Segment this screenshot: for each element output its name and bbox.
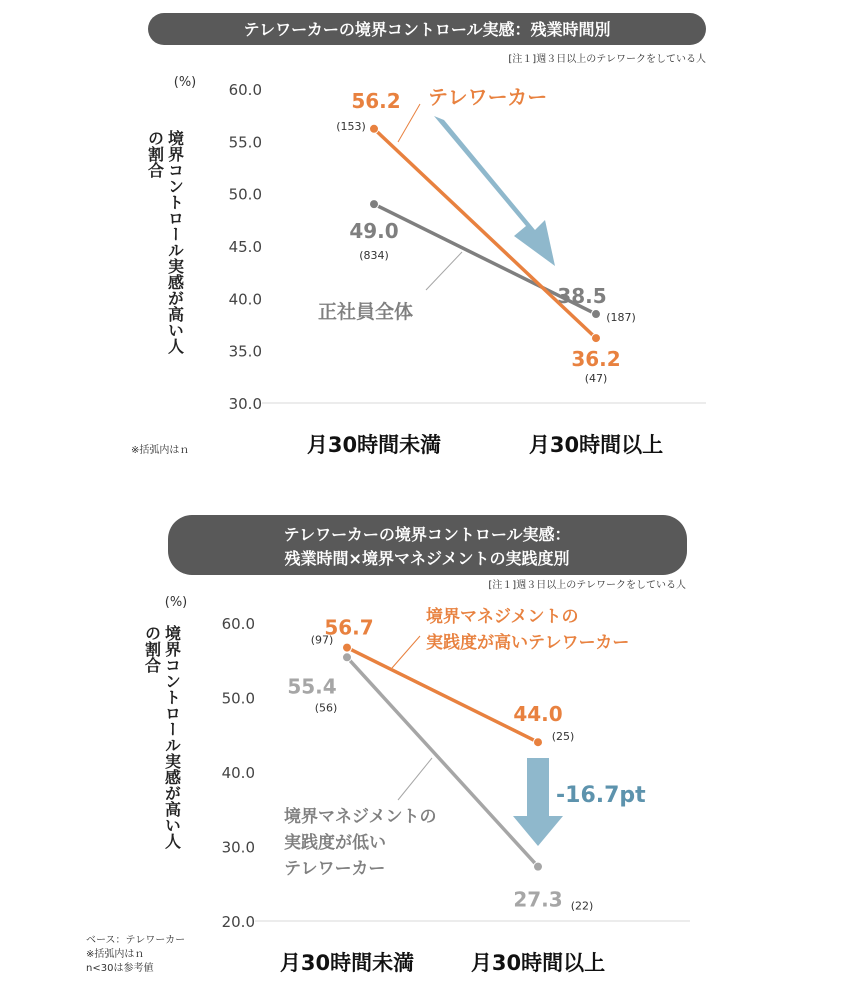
chart-2-footnote-2: ※括弧内はｎ (86, 949, 145, 960)
chart-1-leader-teleworker (398, 104, 420, 142)
data-point (534, 862, 543, 871)
sample-size-label: (834) (359, 249, 389, 263)
data-point (370, 124, 379, 133)
chart-2-x-labels (280, 951, 605, 975)
x-category-label: 月30時間未満 (279, 951, 415, 975)
data-point (592, 334, 601, 343)
chart-1-series-name-all: 正社員全体 (318, 301, 414, 323)
data-value-label: 49.0 (349, 219, 399, 244)
data-value-label: 27.3 (513, 887, 563, 912)
sample-size-label: (56) (314, 701, 338, 715)
y-tick-label: 50.0 (228, 185, 262, 204)
data-value-label: 55.4 (287, 674, 337, 699)
chart-1-series-name-teleworker: テレワーカー (428, 85, 548, 109)
data-point (370, 200, 379, 209)
y-tick-label: 40.0 (228, 290, 262, 309)
data-point (343, 653, 352, 662)
chart-2-footnote-3: n<30は参考値 (86, 963, 154, 974)
data-point (343, 643, 352, 652)
chart-1-x-labels (307, 433, 663, 457)
y-tick-label: 30.0 (228, 395, 262, 413)
y-tick-label: 40.0 (221, 764, 255, 782)
chart-2-unit: (%) (164, 595, 188, 610)
chart-1-y-ticks (229, 81, 262, 413)
chart-2 (86, 515, 690, 975)
sample-size-label: (187) (606, 311, 636, 325)
y-tick-label: 20.0 (221, 913, 255, 931)
y-tick-label: 30.0 (221, 838, 255, 857)
chart-2-series-name-high-1: 境界マネジメントの (426, 607, 579, 627)
data-value-label: 44.0 (513, 702, 563, 727)
chart-1-unit: (%) (173, 75, 197, 90)
y-tick-label: 35.0 (228, 342, 262, 361)
chart-2-y-ticks (222, 615, 255, 931)
chart-2-series-name-high-2: 実践度が高いテレワーカー (426, 633, 630, 653)
chart-2-leader-high (392, 636, 420, 668)
chart-1-ylabel-cont: の割合 (145, 130, 165, 178)
chart-1-series (336, 89, 636, 385)
chart-1-footnote: ※括弧内はｎ (131, 445, 190, 456)
data-value-label: 36.2 (571, 347, 621, 372)
chart-2-title-line-1: テレワーカーの境界コントロール実感： (283, 525, 571, 544)
sample-size-label: (97) (310, 633, 334, 647)
chart-2-series-name-low-2: 実践度が低い (284, 833, 386, 853)
chart-2-ylabel-cont: の割合 (142, 625, 162, 673)
chart-2-leader-low (398, 758, 432, 800)
chart-2-series-name-low-3: テレワーカー (284, 859, 386, 879)
y-tick-label: 60.0 (221, 615, 255, 633)
sample-size-label: (22) (570, 899, 594, 913)
data-value-label: 56.7 (324, 615, 374, 640)
chart-1-leader-all (426, 252, 462, 290)
chart-2-difference-label: -16.7pt (556, 783, 646, 808)
y-tick-label: 55.0 (228, 133, 262, 152)
y-tick-label: 50.0 (221, 689, 255, 708)
data-value-label: 56.2 (351, 88, 401, 113)
chart-1 (131, 13, 706, 457)
x-category-label: 月30時間未満 (306, 433, 442, 457)
data-point (592, 310, 601, 319)
chart-1-ylabel: 境界コントロール実感が高い人 (165, 130, 185, 354)
chart-2-note: [注１]週３日以上のテレワークをしている人 (488, 580, 686, 591)
x-category-label: 月30時間以上 (528, 433, 664, 457)
chart-1-note: [注１]週３日以上のテレワークをしている人 (508, 54, 706, 65)
sample-size-label: (47) (584, 372, 608, 386)
chart-2-series-name-low-1: 境界マネジメントの (284, 807, 437, 827)
series-line (347, 648, 538, 743)
data-value-label: 38.5 (557, 284, 607, 309)
sample-size-label: (153) (336, 119, 366, 133)
chart-1-title: テレワーカーの境界コントロール実感：残業時間別 (243, 20, 611, 39)
y-tick-label: 45.0 (228, 238, 262, 256)
x-category-label: 月30時間以上 (470, 951, 606, 975)
chart-2-footnote-1: ベース：テレワーカー (86, 935, 186, 946)
y-tick-label: 60.0 (228, 81, 262, 99)
data-point (534, 738, 543, 747)
sample-size-label: (25) (551, 730, 575, 744)
chart-2-ylabel: 境界コントロール実感が高い人 (162, 625, 182, 849)
chart-2-title-line-2: 残業時間×境界マネジメントの実践度別 (284, 549, 570, 568)
